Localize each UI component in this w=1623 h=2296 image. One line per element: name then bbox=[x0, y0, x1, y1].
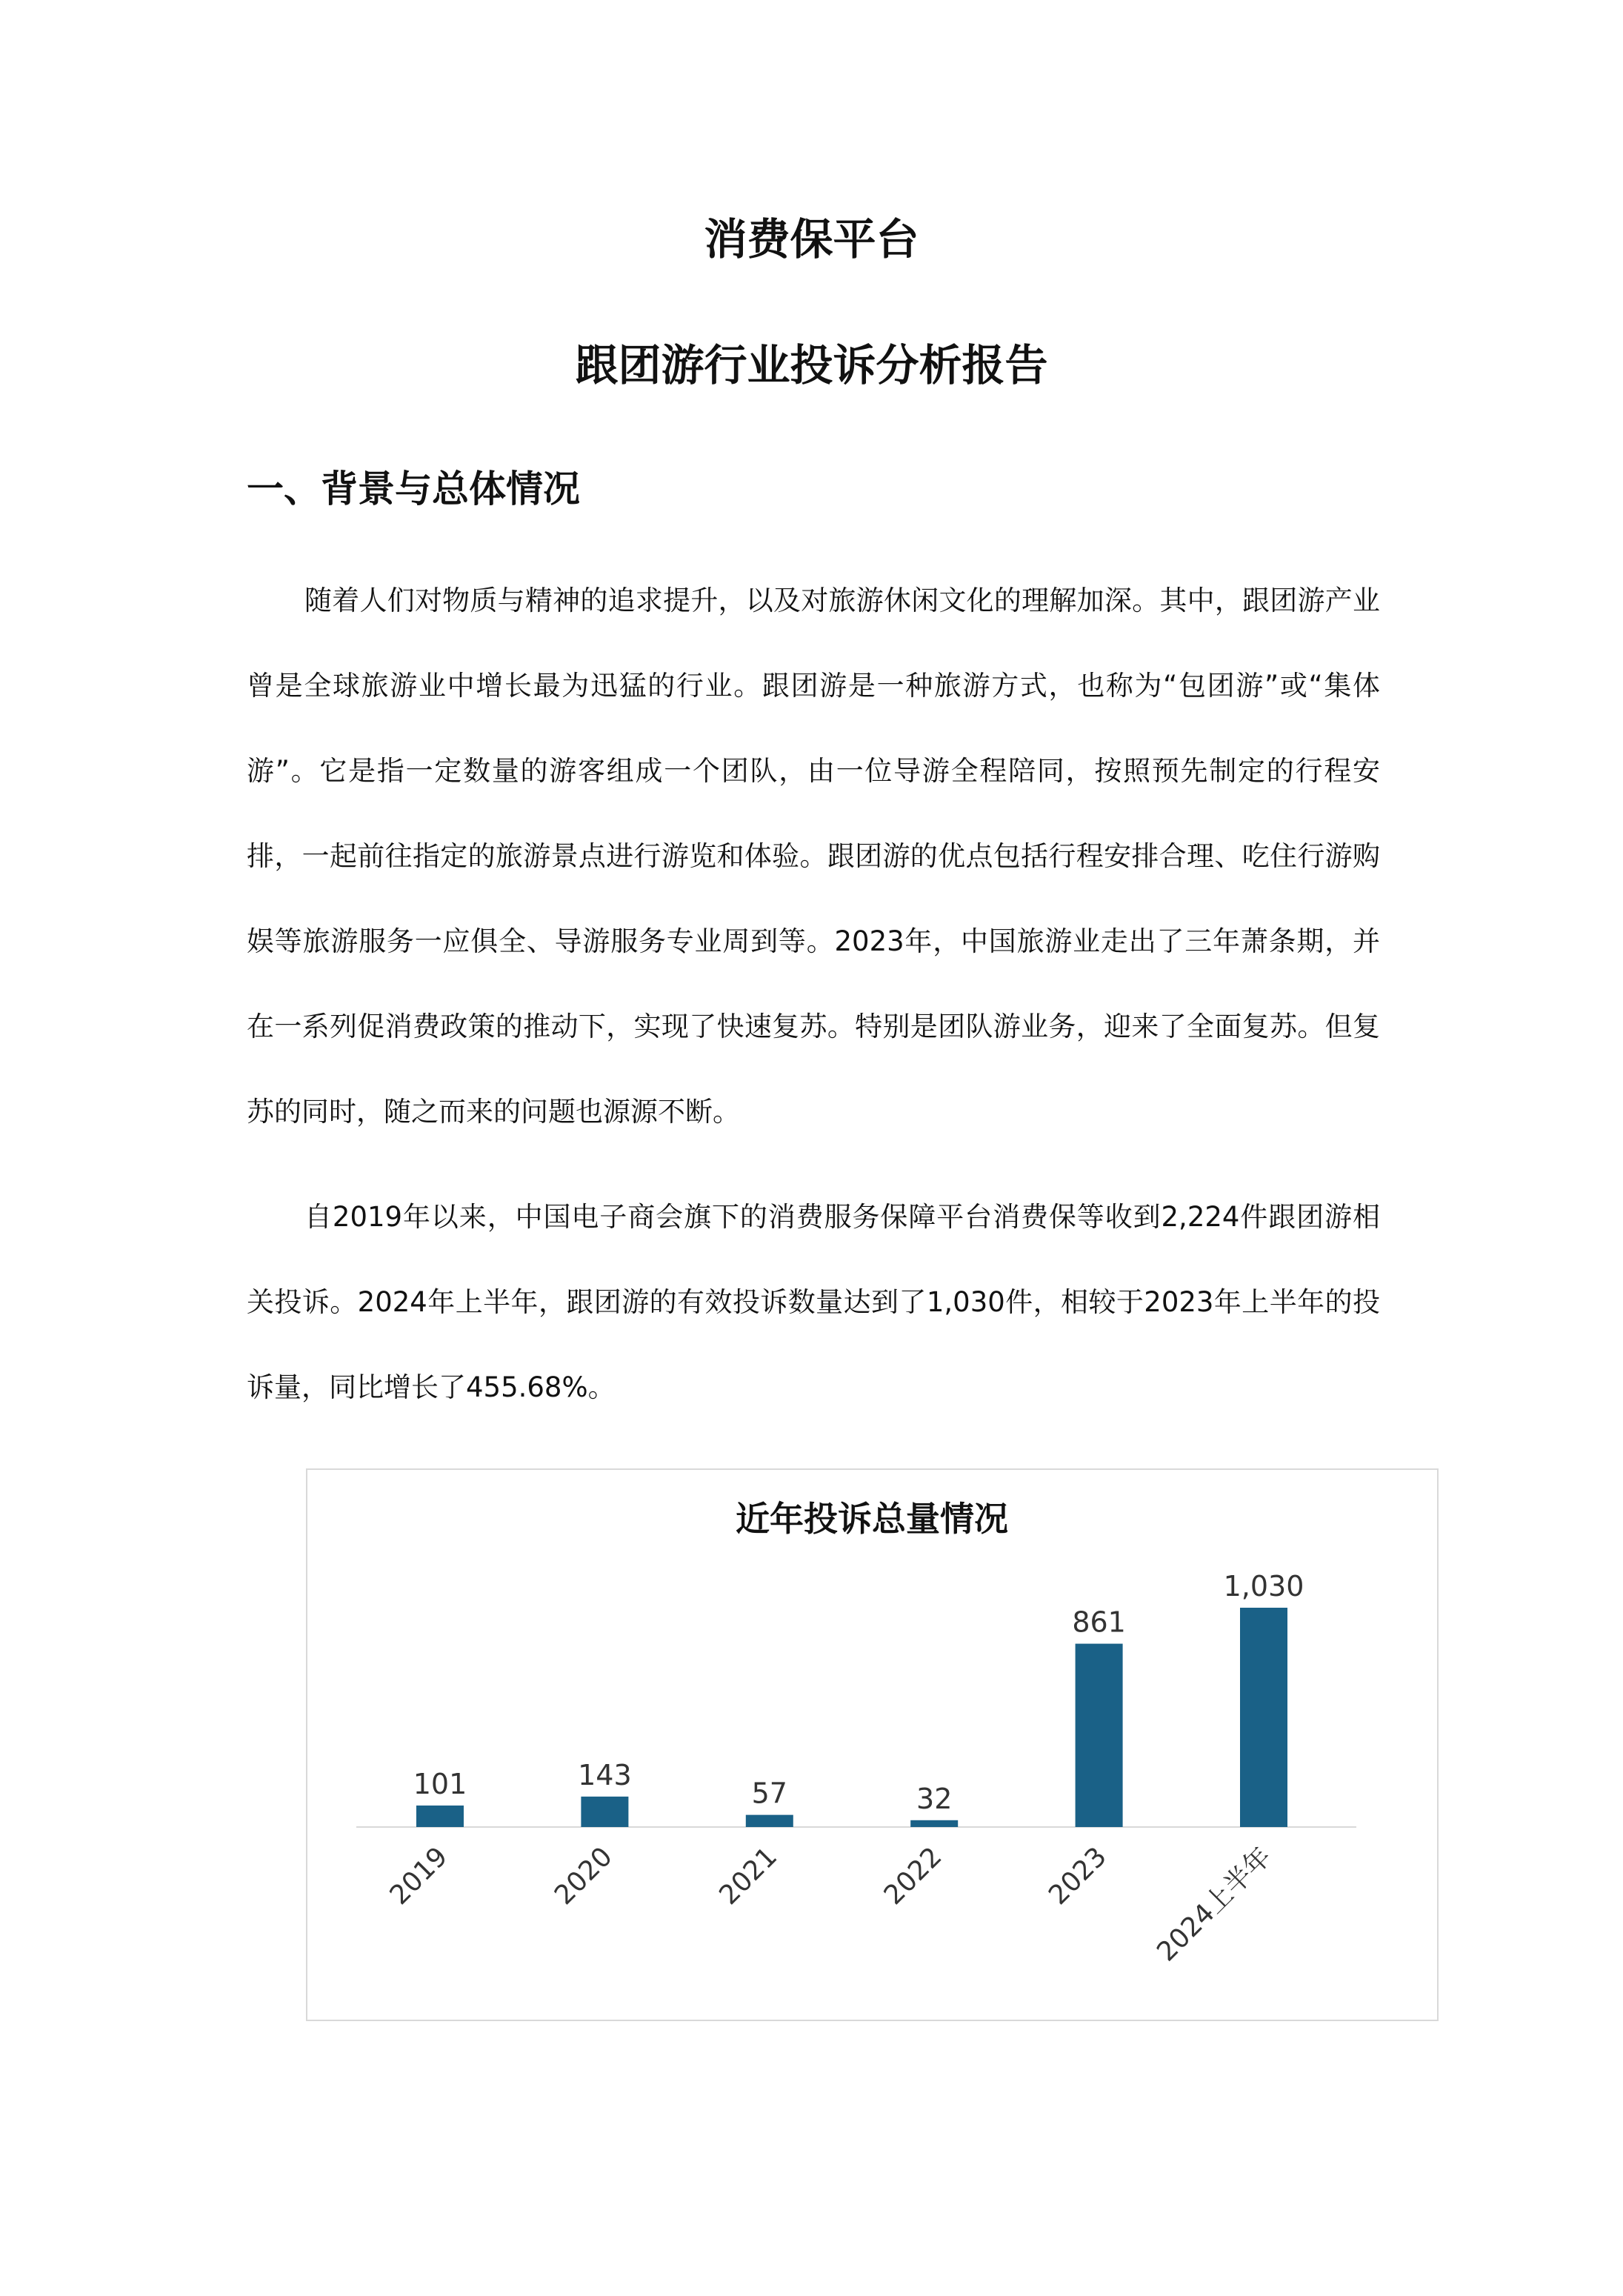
paragraph-complaint-summary: 自2019年以来，中国电子商会旗下的消费服务保障平台消费保等收到2,224件跟团游相关投诉。2024年上半年，跟团游的有效投诉数量达到了1,030件，相较于2023年上半年的投诉量，同比增长了455.68%。 bbox=[247, 1201, 1380, 1403]
bar-2 bbox=[746, 1815, 793, 1827]
x-tick-label-2: 2021 bbox=[713, 1841, 784, 1911]
data-label-1: 143 bbox=[578, 1758, 632, 1791]
x-tick-label-3: 2022 bbox=[878, 1841, 948, 1911]
section-heading-background: 一、背景与总体情况 bbox=[247, 467, 580, 510]
x-tick-label-1: 2020 bbox=[548, 1841, 619, 1911]
data-label-3: 32 bbox=[916, 1782, 953, 1815]
paragraph-background: 随着人们对物质与精神的追求提升，以及对旅游休闲文化的理解加深。其中，跟团游产业曾是全球旅游业中增长最为迅猛的行业。跟团游是一种旅游方式，也称为“包团游”或“集体游”。它是指一定数量的游客组成一个团队，由一位导游全程陪同，按照预先制定的行程安排，一起前往指定的旅游景点进行游览和体验。跟团游的优点包括行程安排合理、吃住行游购娱等旅游服务一应俱全、导游服务专业周到等。2023年，中国旅游业走出了三年萧条期，并在一系列促消费政策的推动下，实现了快速复苏。特别是团队游业务，迎来了全面复苏。但复苏的同时，随之而来的问题也源源不断。 bbox=[247, 585, 1380, 1128]
bar-3 bbox=[910, 1820, 958, 1827]
report-title-subject: 跟团游行业投诉分析报告 bbox=[575, 340, 1048, 390]
data-label-2: 57 bbox=[751, 1777, 787, 1810]
report-title-platform: 消费保平台 bbox=[704, 214, 919, 264]
bar-5 bbox=[1240, 1608, 1287, 1827]
x-tick-label-0: 2019 bbox=[384, 1841, 454, 1911]
bar-4 bbox=[1076, 1644, 1123, 1827]
chart-title: 近年投诉总量情况 bbox=[736, 1499, 1008, 1539]
data-label-0: 101 bbox=[413, 1767, 467, 1800]
bar-0 bbox=[416, 1806, 464, 1827]
complaint-total-chart bbox=[306, 1468, 1439, 2021]
bar-1 bbox=[581, 1797, 628, 1827]
x-tick-label-5: 2024上半年 bbox=[1151, 1841, 1278, 1968]
bars-group bbox=[384, 1570, 1304, 1968]
chart-canvas bbox=[307, 1470, 1437, 2020]
data-label-4: 861 bbox=[1072, 1605, 1126, 1639]
x-tick-label-4: 2023 bbox=[1043, 1841, 1113, 1911]
data-label-5: 1,030 bbox=[1223, 1570, 1304, 1603]
